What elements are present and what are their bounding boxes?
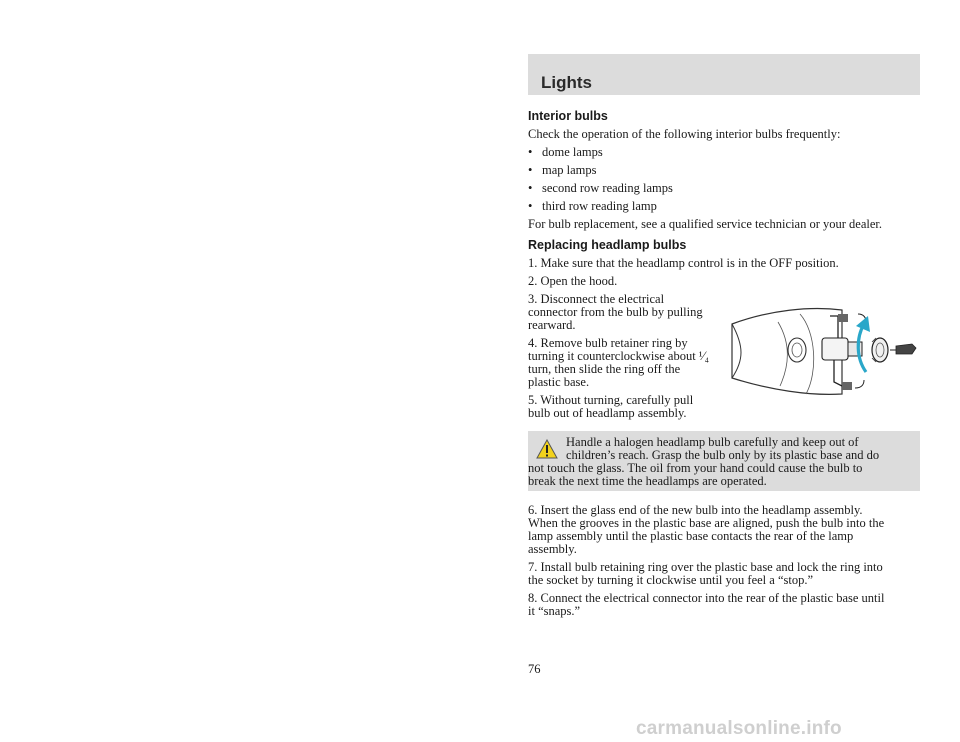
step-4-line: plastic base. <box>528 375 590 389</box>
list-item: • third row reading lamp <box>528 199 657 213</box>
list-item: • dome lamps <box>528 145 603 159</box>
step-5-line: 5. Without turning, carefully pull <box>528 393 694 407</box>
page-number: 76 <box>528 662 541 676</box>
step-6-line: lamp assembly until the plastic base contacts the rear of the lamp <box>528 529 854 543</box>
section-title: Lights <box>541 73 592 92</box>
step-6-line: assembly. <box>528 542 577 556</box>
step-1: 1. Make sure that the headlamp control is in the OFF position. <box>528 256 839 270</box>
step-8-line: 8. Connect the electrical connector into the rear of the plastic base until <box>528 591 885 605</box>
warning-line: break the next time the headlamps are operated. <box>528 474 767 488</box>
warning-line: children’s reach. Grasp the bulb only by its plastic base and do <box>566 448 880 462</box>
interior-intro: Check the operation of the following interior bulbs frequently: <box>528 127 841 141</box>
warning-icon <box>536 439 558 459</box>
section-header <box>528 54 920 95</box>
warning-box <box>528 431 920 491</box>
step-8-line: it “snaps.” <box>528 604 581 618</box>
manual-page <box>528 54 920 694</box>
watermark: carmanualsonline.info <box>636 718 842 739</box>
list-item: • second row reading lamps <box>528 181 673 195</box>
warning-line: Handle a halogen headlamp bulb carefully and keep out of <box>566 435 859 449</box>
step-7-line: 7. Install bulb retaining ring over the plastic base and lock the ring into <box>528 560 883 574</box>
step-5-line: bulb out of headlamp assembly. <box>528 406 687 420</box>
step-3-line: rearward. <box>528 318 576 332</box>
replacement-note: For bulb replacement, see a qualified service technician or your dealer. <box>528 217 883 231</box>
headlamp-heading: Replacing headlamp bulbs <box>528 238 687 252</box>
headlamp-bulb-illustration <box>730 302 920 402</box>
interior-bulbs-heading: Interior bulbs <box>528 109 608 123</box>
step-3-line: connector from the bulb by pulling <box>528 305 703 319</box>
step-4-line: 4. Remove bulb retainer ring by <box>528 336 688 350</box>
step-6-line: When the grooves in the plastic base are aligned, push the bulb into the <box>528 516 885 530</box>
warning-line: not touch the glass. The oil from your hand could cause the bulb to <box>528 461 863 475</box>
step-4-line: turning it counterclockwise about ¹⁄₄ <box>528 349 709 363</box>
list-item: • map lamps <box>528 163 597 177</box>
step-4-line: turn, then slide the ring off the <box>528 362 681 376</box>
step-6-line: 6. Insert the glass end of the new bulb into the headlamp assembly. <box>528 503 863 517</box>
step-7-line: the socket by turning it clockwise until you feel a “stop.” <box>528 573 813 587</box>
step-2: 2. Open the hood. <box>528 274 618 288</box>
step-3-line: 3. Disconnect the electrical <box>528 292 665 306</box>
